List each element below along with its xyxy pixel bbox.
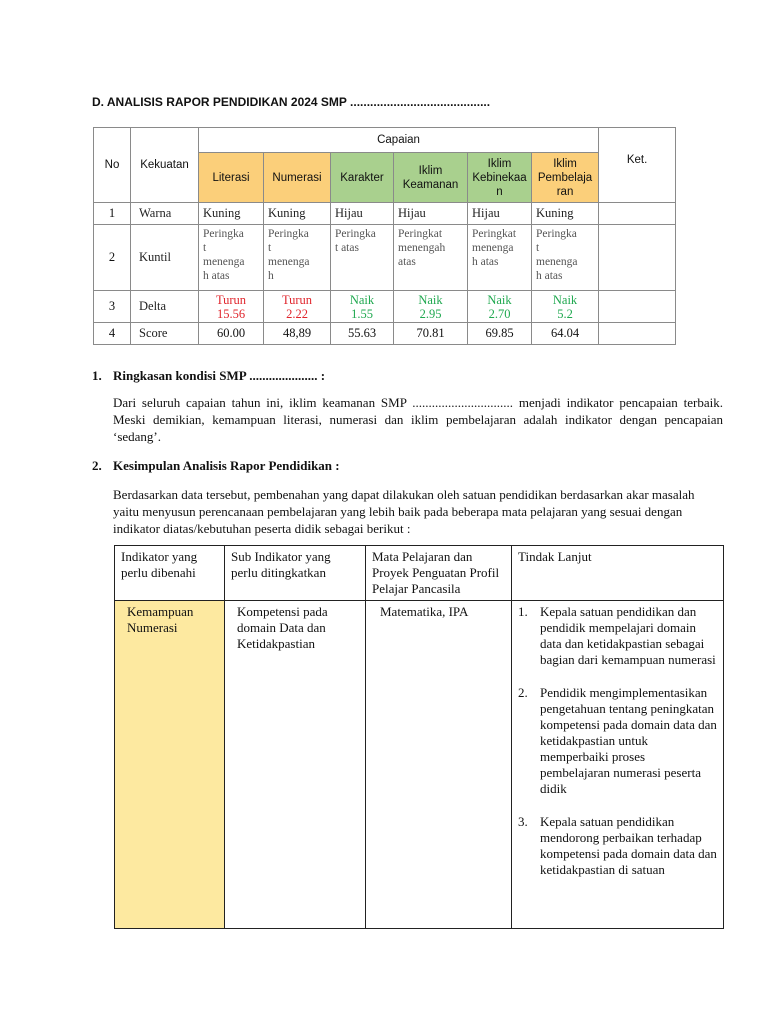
header-col-literasi: Literasi (199, 153, 264, 203)
cell-ket (599, 323, 676, 345)
cell-kuntil-1: Peringka t menenga h (264, 225, 331, 291)
cell-ket (599, 203, 676, 225)
row-label: Score (131, 323, 199, 345)
cell-indikator: Kemampuan Numerasi (115, 601, 225, 929)
section-1-text: Dari seluruh capaian tahun ini, iklim keamanan SMP ............................... menjadi indikator pencapaian terbaik. Meski demikian, kemampuan literasi, numerasi dan iklim pembelajaran adalah indikator dengan pencapaian ‘sedang’. (113, 395, 723, 444)
section-2-title: Kesimpulan Analisis Rapor Pendidikan : (113, 458, 340, 473)
analysis-table (93, 127, 676, 345)
cell-delta-2: Naik 1.55 (331, 291, 394, 323)
row-number: 1 (94, 203, 131, 225)
cell-warna-2: Hijau (331, 203, 394, 225)
header-col-karakter: Karakter (331, 153, 394, 203)
cell-delta-4: Naik 2.70 (468, 291, 532, 323)
cell-kuntil-2: Peringka t atas (331, 225, 394, 291)
cell-delta-1: Turun 2.22 (264, 291, 331, 323)
cell-warna-1: Kuning (264, 203, 331, 225)
cell-warna-5: Kuning (532, 203, 599, 225)
follow-up-text: Kepala satuan pendidikan mendorong perbaikan terhadap kompetensi pada domain data dan ketidakpastian di satuan (540, 814, 717, 877)
section-1-number: 1. (92, 368, 102, 383)
header-no: No (94, 128, 131, 203)
follow-up-item (518, 685, 717, 797)
section-1-title: Ringkasan kondisi SMP ..................... : (113, 368, 326, 383)
follow-up-text: Pendidik mengimplementasikan pengetahuan tentang peningkatan kompetensi pada domain data dan ketidakpastian untuk memperbaiki proses pembelajaran numerasi peserta didik (540, 685, 717, 796)
row-label: Delta (131, 291, 199, 323)
cell-delta-0: Turun 15.56 (199, 291, 264, 323)
header-tindak-lanjut: Tindak Lanjut (512, 546, 724, 601)
cell-kuntil-4: Peringkat menenga h atas (468, 225, 532, 291)
row-number: 4 (94, 323, 131, 345)
cell-score-4: 69.85 (468, 323, 532, 345)
header-kekuatan: Kekuatan (131, 128, 199, 203)
section-2-text: Berdasarkan data tersebut, pembenahan yang dapat dilakukan oleh satuan pendidikan berdasarkan akar masalah yaitu menyusun perencanaan pembelajaran yang lebih baik pada beberapa mata pelajaran yang sesuai dengan indikator diatas/kebutuhan peserta didik sebagai berikut : (113, 487, 695, 536)
follow-up-number: 2. (518, 685, 528, 700)
header-col-iklim-pembelajaran: Iklim Pembelaja ran (532, 153, 599, 203)
cell-warna-3: Hijau (394, 203, 468, 225)
cell-kuntil-0: Peringka t menenga h atas (199, 225, 264, 291)
follow-up-list (518, 604, 717, 878)
cell-sub-indikator: Kompetensi pada domain Data dan Ketidakpastian (225, 601, 366, 929)
header-sub-indikator: Sub Indikator yang perlu ditingkatkan (225, 546, 366, 601)
cell-score-0: 60.00 (199, 323, 264, 345)
header-capaian: Capaian (199, 128, 599, 153)
cell-ket (599, 291, 676, 323)
follow-up-item (518, 604, 717, 668)
cell-kuntil-5: Peringka t menenga h atas (532, 225, 599, 291)
row-number: 3 (94, 291, 131, 323)
cell-ket (599, 225, 676, 291)
row-label: Warna (131, 203, 199, 225)
row-label: Kuntil (131, 225, 199, 291)
cell-warna-4: Hijau (468, 203, 532, 225)
cell-mata-pelajaran: Matematika, IPA (366, 601, 512, 929)
cell-score-5: 64.04 (532, 323, 599, 345)
header-col-numerasi: Numerasi (264, 153, 331, 203)
row-number: 2 (94, 225, 131, 291)
header-col-iklim-kebinekaan: Iklim Kebinekaa n (468, 153, 532, 203)
cell-delta-5: Naik 5.2 (532, 291, 599, 323)
header-col-iklim-keamanan: Iklim Keamanan (394, 153, 468, 203)
cell-warna-0: Kuning (199, 203, 264, 225)
cell-score-2: 55.63 (331, 323, 394, 345)
cell-score-3: 70.81 (394, 323, 468, 345)
cell-delta-3: Naik 2.95 (394, 291, 468, 323)
follow-up-text: Kepala satuan pendidikan dan pendidik mempelajari domain data dan ketidakpastian sebagai bagian dari kemampuan numerasi (540, 604, 716, 667)
header-indikator: Indikator yang perlu dibenahi (115, 546, 225, 601)
header-ket: Ket. (599, 128, 676, 203)
header-mata-pelajaran: Mata Pelajaran dan Proyek Penguatan Profil Pelajar Pancasila (366, 546, 512, 601)
section-2-number: 2. (92, 458, 102, 473)
action-plan-table (114, 545, 724, 929)
follow-up-item (518, 814, 717, 878)
section-heading: D. ANALISIS RAPOR PENDIDIKAN 2024 SMP .......................................... (92, 95, 491, 109)
follow-up-number: 1. (518, 604, 528, 619)
follow-up-number: 3. (518, 814, 528, 829)
cell-kuntil-3: Peringkat menengah atas (394, 225, 468, 291)
cell-tindak-lanjut (512, 601, 724, 929)
cell-score-1: 48,89 (264, 323, 331, 345)
